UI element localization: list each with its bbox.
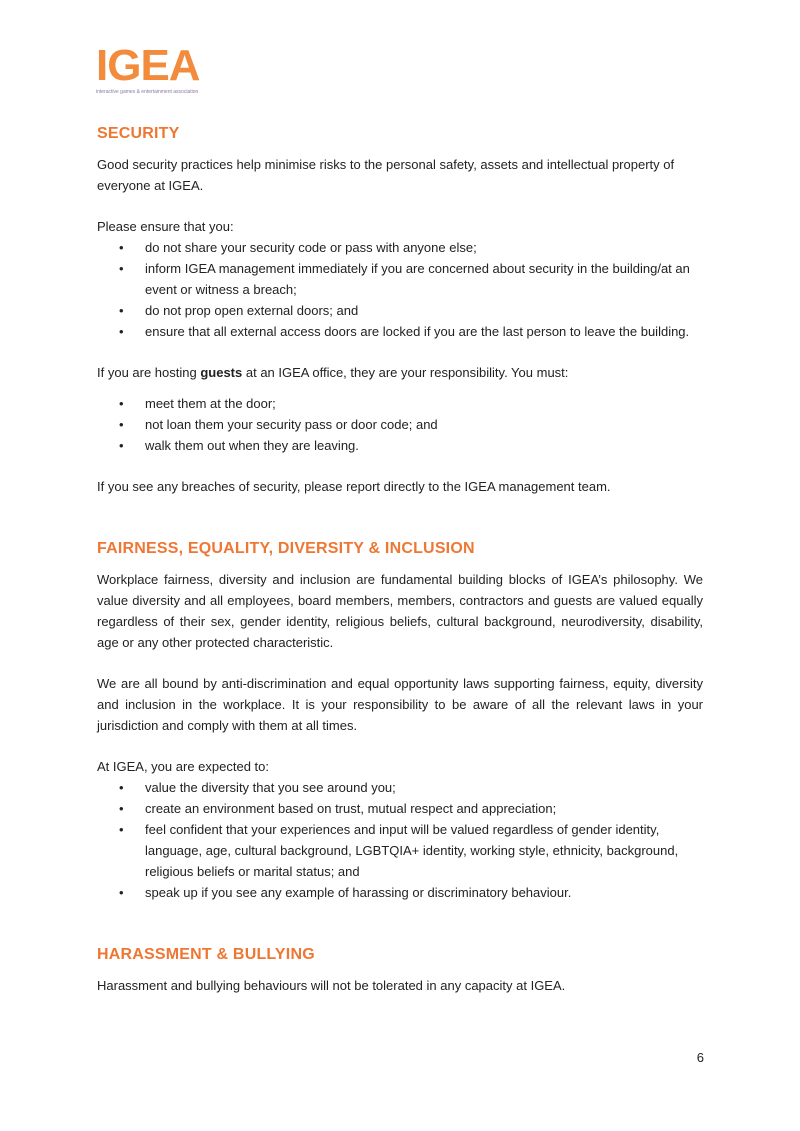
page-number: 6	[696, 1050, 704, 1065]
list-item: • inform IGEA management immediately if you are concerned about security in the building/at an event or witness a breach;	[97, 258, 703, 300]
guests-paragraph: If you are hosting guests at an IGEA office, they are your responsibility. You must:	[97, 365, 569, 380]
guest-list	[97, 393, 703, 456]
guests-bold: guests	[200, 365, 243, 380]
fairness-paragraph-2: We are all bound by anti-discrimination and equal opportunity laws supporting fairness, equity, diversity and inclusion in the workplace. It is your responsibility to be aware of all the relevant laws in your jurisdiction and comply with them at all times.	[97, 676, 703, 733]
logo-wordmark: IGEA	[96, 41, 200, 90]
security-heading: SECURITY	[97, 125, 180, 142]
harassment-heading: HARASSMENT & BULLYING	[97, 946, 315, 963]
list-item: • do not prop open external doors; and	[97, 300, 703, 321]
harassment-paragraph-1: Harassment and bullying behaviours will not be tolerated in any capacity at IGEA.	[97, 978, 566, 993]
logo-tagline: interactive games & entertainment association	[96, 89, 199, 95]
list-item: • do not share your security code or pass with anyone else;	[97, 237, 703, 258]
list-item: • speak up if you see any example of harassing or discriminatory behaviour.	[97, 882, 703, 903]
list-item: • feel confident that your experiences and input will be valued regardless of gender identity, language, age, cultural background, LGBTQIA+ identity, working style, ethnicity, background, religious beliefs or marital status; and	[97, 819, 703, 882]
fairness-paragraph-1: Workplace fairness, diversity and inclusion are fundamental building blocks of IGEA’s philosophy. We value diversity and all employees, board members, members, contractors and guests are valued equally regardless of their sex, gender identity, religious beliefs, cultural background, neurodiversity, disability, age or any other protected characteristic.	[97, 572, 703, 650]
fairness-heading: FAIRNESS, EQUALITY, DIVERSITY & INCLUSION	[97, 540, 475, 557]
list-item: • create an environment based on trust, mutual respect and appreciation;	[97, 798, 703, 819]
igea-logo	[96, 41, 216, 96]
expected-list	[97, 777, 703, 903]
list-item: • walk them out when they are leaving.	[97, 435, 703, 456]
ensure-list	[97, 237, 703, 342]
ensure-lead: Please ensure that you:	[97, 219, 234, 234]
list-item: • not loan them your security pass or door code; and	[97, 414, 703, 435]
expected-lead: At IGEA, you are expected to:	[97, 759, 269, 774]
page-content	[97, 120, 703, 996]
list-item: • value the diversity that you see around you;	[97, 777, 703, 798]
list-item: • meet them at the door;	[97, 393, 703, 414]
list-item: • ensure that all external access doors are locked if you are the last person to leave the building.	[97, 321, 703, 342]
security-closing: If you see any breaches of security, please report directly to the IGEA management team.	[97, 479, 611, 494]
security-intro: Good security practices help minimise risks to the personal safety, assets and intellectual property of everyone at IGEA.	[97, 157, 675, 193]
